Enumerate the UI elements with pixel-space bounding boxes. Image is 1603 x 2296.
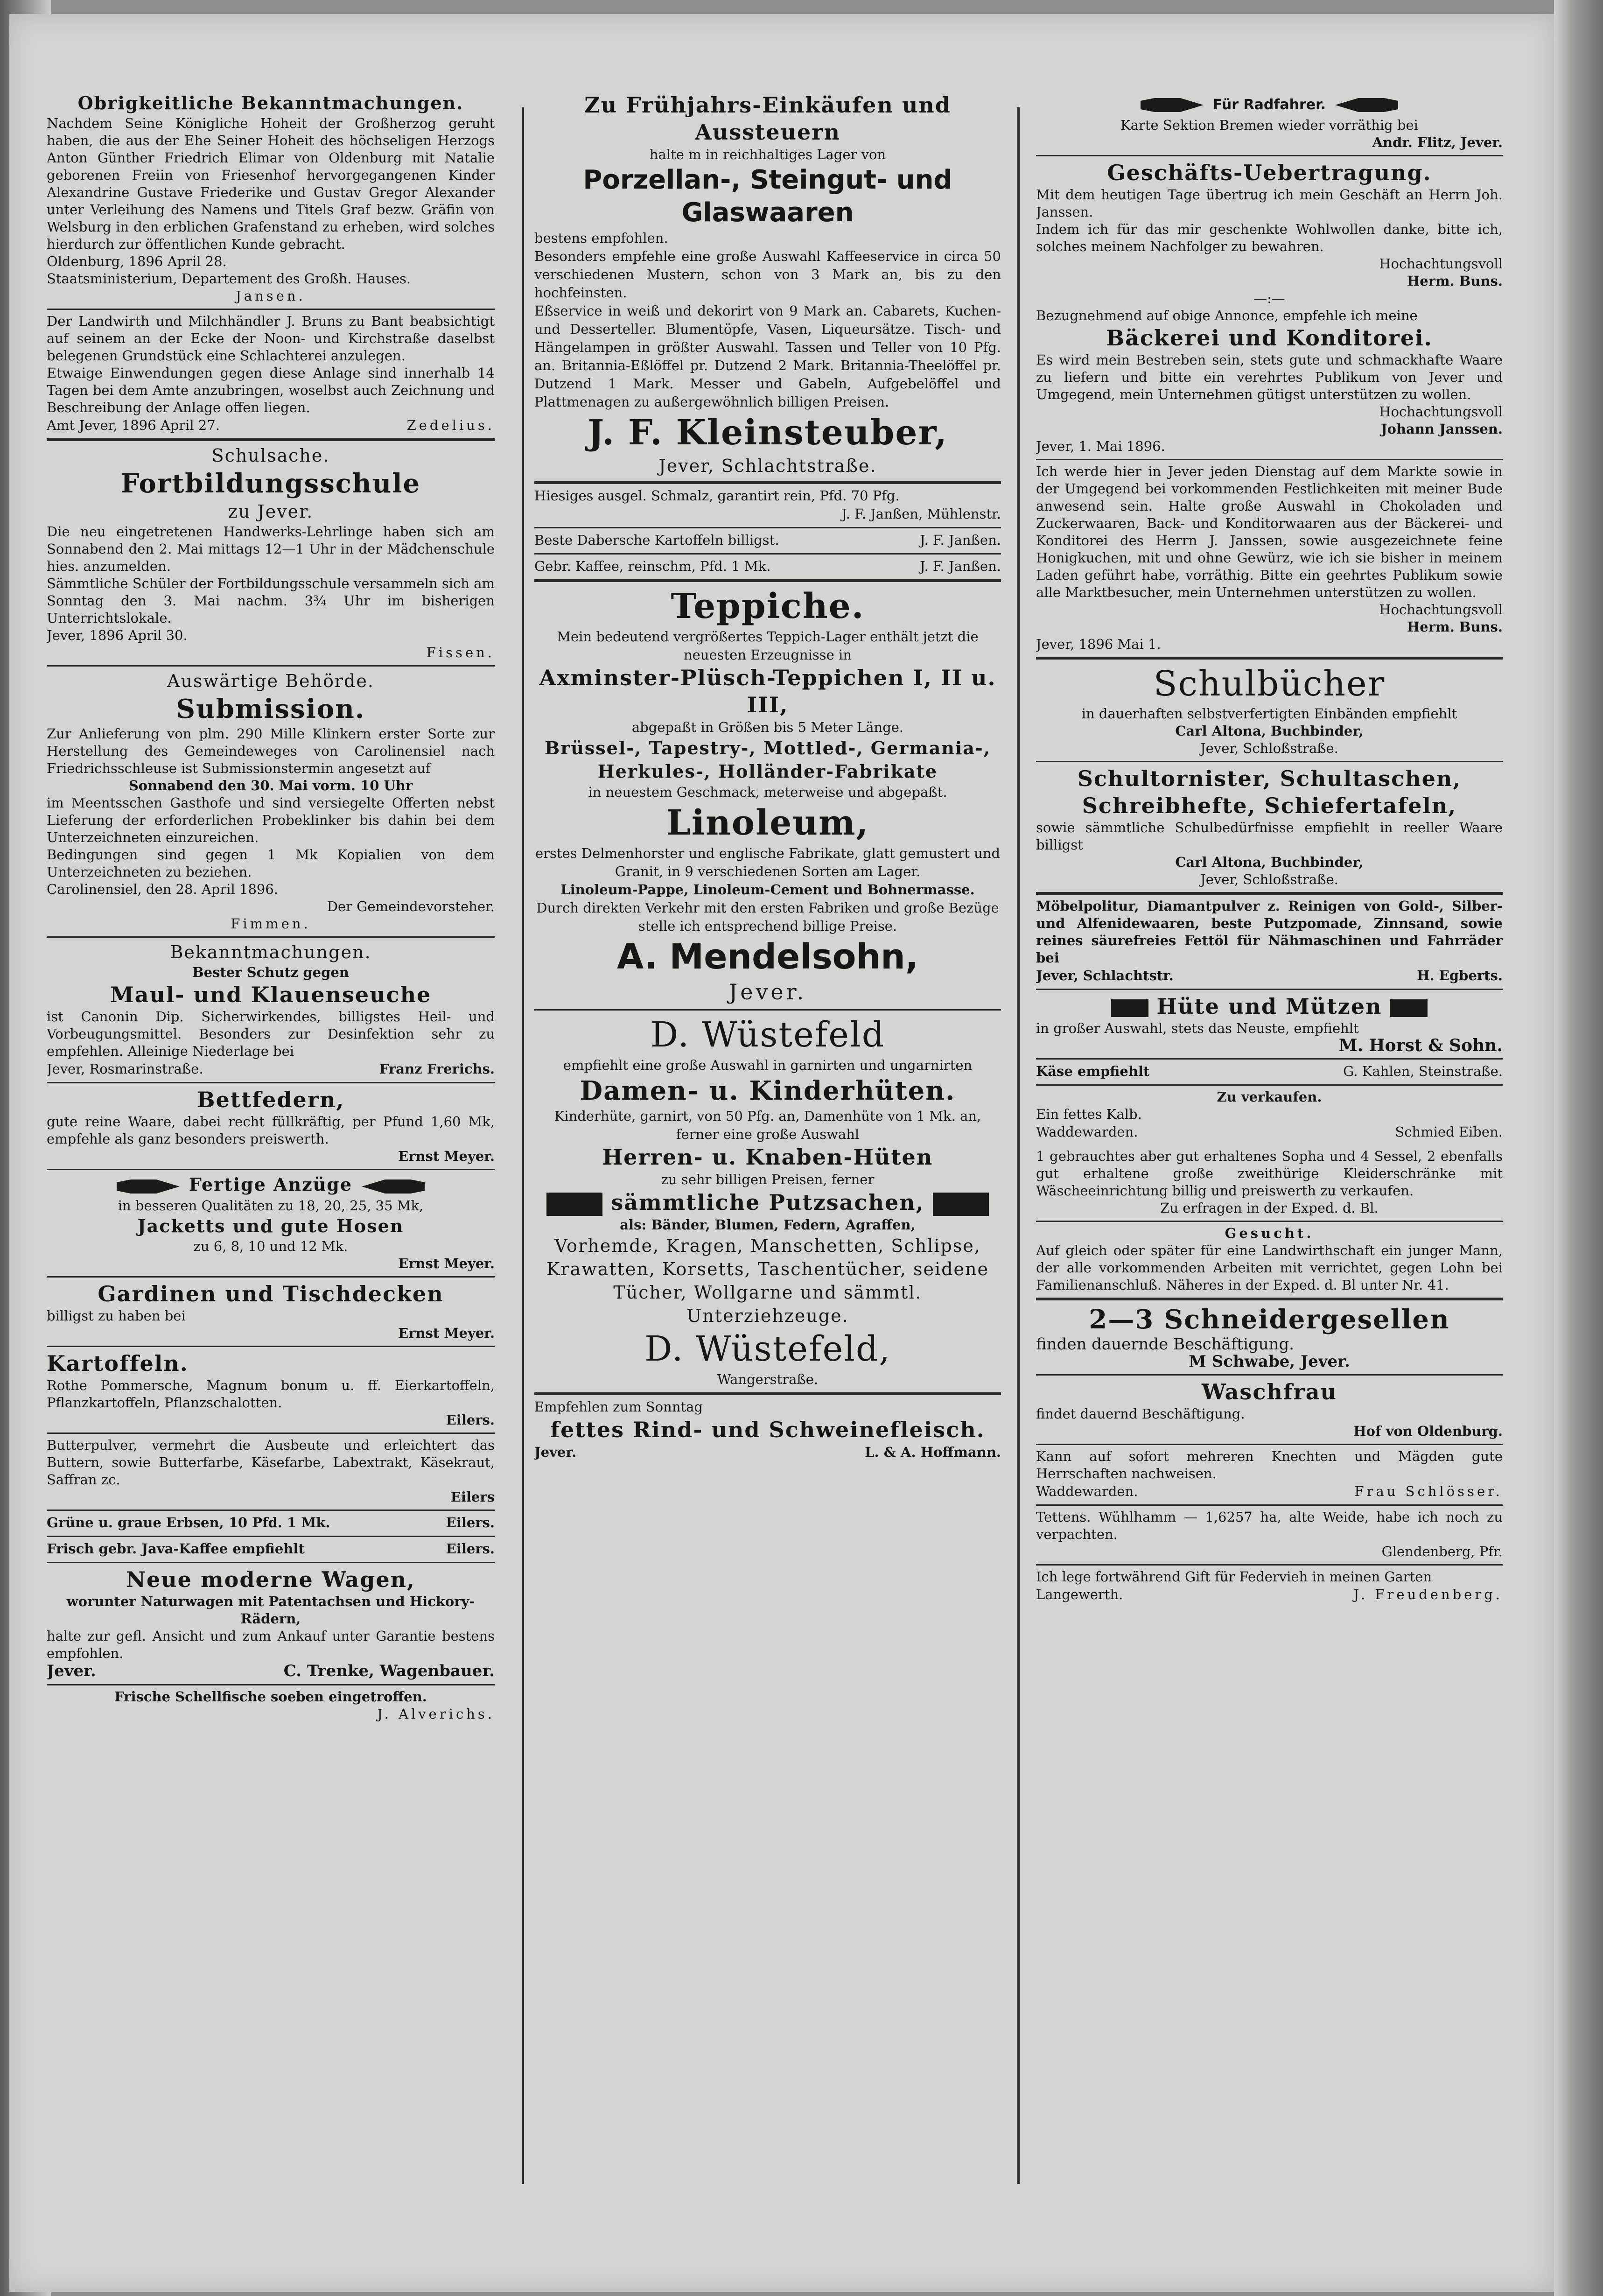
ad-heading: Schulbücher [1153, 664, 1386, 704]
ad-body: Rothe Pommersche, Magnum bonum u. ff. Eierkartoffeln, Pflanzkartoffeln, Pflanzschalotten. [47, 1377, 495, 1411]
decorative-bar [1111, 999, 1148, 1017]
notice-heading: Obrigkeitliche Bekanntmachungen. [77, 92, 464, 113]
ad-heading: Gardinen und Tischdecken [98, 1281, 444, 1306]
ad-heading: Hüte und Mützen [1156, 994, 1382, 1019]
ad-signer: J. Alverichs. [377, 1706, 495, 1722]
ad-place: Jever. [728, 979, 807, 1004]
ad-body: Mein bedeutend vergrößertes Teppich-Lager enthält jetzt die neuesten Erzeugnisse in [557, 629, 979, 663]
ad-body: finden dauernde Beschäftigung. [1036, 1335, 1295, 1354]
notice-body: Die neu eingetretenen Handwerks-Lehrlinge haben sich am Sonnabend den 2. Mai mittags 12—1 Uhr in der Mädchenschule hies. anzumelden. [47, 524, 495, 574]
ad-body: als: Bänder, Blumen, Federn, Agraffen, [620, 1217, 916, 1233]
ad-butterpulver [47, 1434, 495, 1511]
ad-signer: Andr. Flitz, Jever. [1372, 134, 1503, 150]
ad-signer: Eilers. [446, 1411, 495, 1428]
ad-signer: Franz Frerichs. [379, 1061, 495, 1077]
ad-signer: M. Horst & Sohn. [1338, 1036, 1503, 1055]
ad-body: Ich werde hier in Jever jeden Dienstag auf dem Markte sowie in der Umgegend bei vorkommenden Festlichkeiten mit meiner Bude anwesend sein. Halte große Auswahl in Chokoladen und Zuckerwaaren, Back- und Konditorwaaren aus der Bäckerei- und Konditorei des Herrn J. Janssen, sowie ausgezeichnete feine Honigkuchen, mit und ohne Gewürz, wie ich sie bisher in meinem Laden geführt habe, vorräthig. Bitte ein geehrtes Publikum sowie alle Marktbesucher, mein Unternehmen unterstützen zu wollen. [1036, 463, 1503, 600]
notice-office: Der Gemeindevorsteher. [327, 899, 495, 914]
notice-heading: Submission. [176, 694, 365, 724]
notice-body: Sämmtliche Schüler der Fortbildungsschule versammeln sich am Sonntag den 3. Mai nachm. 3¾ Uhr im bisherigen Unterrichtslokale. [47, 576, 495, 626]
ad-body: Es wird mein Bestreben sein, stets gute und schmackhafte Waare zu liefern und bitte ein verehrtes Publikum von Jever und Umgegend, mein Unternehmen gütigst unterstützen zu wollen. [1036, 352, 1503, 402]
ad-heading: Fertige Anzüge [189, 1174, 353, 1195]
ad-gesucht [1036, 1222, 1503, 1300]
ad-body: Indem ich für das mir geschenkte Wohlwollen danke, bitte ich, solches meinem Nachfolger zu bewahren. [1036, 221, 1503, 254]
ad-firm: J. F. Kleinsteuber, [588, 413, 948, 453]
ad-signer: Carl Altona, Buchbinder, [1175, 723, 1364, 739]
ad-body: billigst zu haben bei [47, 1307, 186, 1324]
ad-body: worunter Naturwagen mit Patentachsen und Hickory-Rädern, [66, 1593, 475, 1627]
ad-body: Käse empfiehlt [1036, 1063, 1150, 1079]
column-rule [1017, 107, 1020, 2184]
ad-fleisch [534, 1395, 1001, 1465]
ad-schmalz [534, 484, 1001, 528]
notice-date: Oldenburg, 1896 April 28. [47, 253, 227, 269]
notice-obrigkeitliche [47, 89, 495, 310]
ad-signer: J. F. Janßen. [920, 532, 1001, 548]
ad-address: Jever, Schloßstraße. [1200, 740, 1338, 756]
ad-signer: J. Freudenberg. [1353, 1587, 1503, 1602]
ad-body: Kann auf sofort mehreren Knechten und Mägden gute Herrschaften nachweisen. [1036, 1448, 1503, 1482]
ad-heading: Schultornister, Schultaschen, Schreibhefte, Schiefertafeln, [1077, 766, 1462, 818]
ad-list: Vorhemde, Kragen, Manschetten, Schlipse, Krawatten, Korsetts, Taschentücher, seidene Tücher, Wollgarne und sämmtl. Unterziehzeuge. [546, 1236, 989, 1326]
notice-signer: Zedelius. [406, 417, 495, 433]
notice-office: Staatsministerium, Departement des Großh. Hauses. [47, 271, 411, 287]
ad-signer: Herm. Buns. [1407, 619, 1503, 635]
ad-sopha [1036, 1145, 1503, 1222]
notice-subheading: zu Jever. [228, 501, 314, 522]
ad-body: Tettens. Wühlhamm — 1,6257 ha, alte Weide, habe ich noch zu verpachten. [1036, 1509, 1503, 1542]
ad-signer: M Schwabe, Jever. [1189, 1352, 1350, 1371]
ad-signer: Hof von Oldenburg. [1353, 1423, 1503, 1439]
ad-body: Beste Dabersche Kartoffeln billigst. [534, 532, 779, 548]
ad-body: Gebr. Kaffee, reinschm, Pfd. 1 Mk. [534, 558, 771, 574]
ad-signer: Carl Altona, Buchbinder, [1175, 854, 1364, 870]
ad-heading: Damen- u. Kinderhüten. [580, 1075, 956, 1106]
ad-moebelpolitur [1036, 895, 1503, 990]
ad-body: ist Canonin Dip. Sicherwirkendes, billigstes Heil- und Vorbeugungsmittel. Besonders zur Desinfektion sehr zu empfehlen. Alleinige Niederlage bei [47, 1009, 495, 1059]
ad-signer: Schmied Eiben. [1395, 1124, 1503, 1140]
ad-body: halte zur gefl. Ansicht und zum Ankauf unter Garantie bestens empfohlen. [47, 1628, 495, 1661]
notice-signer: Jansen. [236, 288, 306, 304]
notice-date-bold: Sonnabend den 30. Mai vorm. 10 Uhr [128, 778, 413, 793]
ad-body: Kinderhüte, garnirt, von 50 Pfg. an, Damenhüte von 1 Mk. an, ferner eine große Auswahl [554, 1108, 981, 1142]
ad-address: Jever, Schloßstraße. [1200, 871, 1338, 887]
ad-firm: D. Wüstefeld, [644, 1329, 891, 1369]
ad-body: bestens empfohlen. [534, 230, 668, 246]
notice-kicker: Schulsache. [211, 445, 330, 466]
ad-heading: Porzellan-, Steingut- und Glaswaaren [583, 165, 952, 228]
ad-body: in besseren Qualitäten zu 18, 20, 25, 35 Mk, [118, 1197, 424, 1214]
ad-heading: Geschäfts-Uebertragung. [1107, 160, 1432, 185]
ad-signer: G. Kahlen, Steinstraße. [1343, 1063, 1503, 1079]
decorative-bar [1390, 999, 1428, 1017]
ad-knechte [1036, 1445, 1503, 1506]
decorative-bar [933, 1193, 989, 1216]
ad-greeting: Hochachtungsvoll [1379, 404, 1503, 420]
notice-heading: Fortbildungsschule [120, 468, 421, 499]
ad-heading: Axminster-Plüsch-Teppichen I, II u. III, [539, 665, 996, 717]
ad-gift [1036, 1566, 1503, 1608]
ad-signer: J. F. Janßen. [920, 558, 1001, 574]
ad-markt [1036, 460, 1503, 660]
ad-heading: Für Radfahrer. [1212, 97, 1326, 113]
pointing-hand-icon [359, 1176, 429, 1197]
ad-date: Jever, 1. Mai 1896. [1036, 438, 1165, 454]
ad-heading: Jacketts und gute Hosen [137, 1215, 404, 1236]
notice-date: Amt Jever, 1896 April 27. [47, 417, 220, 433]
ad-huete [1036, 990, 1503, 1060]
ad-wagen [47, 1563, 495, 1685]
ad-body: 1 gebrauchtes aber gut erhaltenes Sopha und 4 Sessel, 2 ebenfalls gut erhaltene große zweithürige Kleiderschränke mit Wäscheeinrichtung billig und preiswerth zu verkaufen. [1036, 1148, 1503, 1199]
ad-verkaufen-kalb [1036, 1086, 1503, 1145]
ad-signer: J. F. Janßen, Mühlenstr. [841, 506, 1001, 522]
ad-porzellan [534, 89, 1001, 484]
ad-klauenseuche [47, 938, 495, 1083]
ad-lead: Empfehlen zum Sonntag [534, 1399, 703, 1415]
ad-heading: Herren- u. Knaben-Hüten [602, 1144, 933, 1170]
ad-heading: Zu verkaufen. [1217, 1089, 1322, 1105]
ad-heading: Teppiche. [671, 586, 865, 626]
ad-firm: A. Mendelsohn, [617, 937, 918, 977]
ad-schultornister [1036, 762, 1503, 895]
notice-submission [47, 667, 495, 938]
notice-body: Zur Anlieferung von plm. 290 Mille Klinkern erster Sorte zur Herstellung des Gemeindeweges von Carolinensiel nach Friedrichsschleuse ist Submissionstermin angesetzt auf [47, 726, 495, 776]
ad-body: zu 6, 8, 10 und 12 Mk. [193, 1238, 348, 1254]
ad-place: Waddewarden. [1036, 1483, 1138, 1499]
ad-place: Waddewarden. [1036, 1124, 1138, 1140]
ad-address: Jever, Schlachtstraße. [658, 456, 877, 476]
column-3 [1036, 89, 1503, 2212]
column-2 [534, 89, 1001, 2212]
ad-signer: L. & A. Hoffmann. [865, 1444, 1001, 1460]
notice-body: Etwaige Einwendungen gegen diese Anlage sind innerhalb 14 Tagen bei dem Amte anzubringen, woselbst auch Zeichnung und Beschreibung der Anlage offen liegen. [47, 365, 495, 415]
ad-heading: Bettfedern, [196, 1087, 345, 1112]
ad-heading: Gesucht. [1225, 1225, 1314, 1241]
notice-signer: Fissen. [426, 645, 495, 660]
ad-body: Butterpulver, vermehrt die Ausbeute und erleichtert das Buttern, sowie Butterfarbe, Käsefarbe, Labextrakt, Käsekraut, Saffran zc. [47, 1437, 495, 1488]
ad-lead: halte m in reichhaltiges Lager von [649, 147, 886, 162]
ad-kaffee-janssen [534, 555, 1001, 582]
ad-heading: sämmtliche Putzsachen, [611, 1190, 924, 1215]
ad-heading: Bäckerei und Konditorei. [1106, 325, 1433, 351]
ad-signer: Ernst Meyer. [398, 1148, 495, 1164]
ad-heading: 2—3 Schneidergesellen [1089, 1304, 1450, 1335]
ad-body: Auf gleich oder später für eine Landwirthschaft ein junger Mann, der alle vorkommenden Arbeiten mit verrichtet, gegen Lohn bei Familienanschluß. Näheres in der Exped. d. Bl unter Nr. 41. [1036, 1243, 1503, 1293]
ad-heading: Linoleum, [666, 803, 869, 843]
ad-body: Eßservice in weiß und dekorirt von 9 Mark an. Cabarets, Kuchen- und Desserteller. Blumentöpfe, Vasen, Liqueursätze. Tisch- und Hängelampen in größter Auswahl. Tassen und Teller von 10 Pfg. an. Britannia-Eßlöffel pr. Dutzend 2 Mark. Britannia-Theelöffel pr. Dutzend 1 Mark. Messer und Gabeln, Aufgebelöffel und Plattmenagen zu außergewöhnlich billigen Preisen. [534, 303, 1001, 410]
ad-date: Jever, 1896 Mai 1. [1036, 636, 1161, 652]
notice-kicker: Auswärtige Behörde. [167, 671, 374, 691]
ad-lead: Bester Schutz gegen [192, 964, 349, 980]
notice-fortbildungsschule [47, 441, 495, 667]
ad-schneidergesellen [1036, 1300, 1503, 1376]
ad-body: gute reine Waare, dabei recht füllkräftig, per Pfund 1,60 Mk, empfehle als ganz besonders preiswerth. [47, 1114, 495, 1147]
ad-body: Mit dem heutigen Tage übertrug ich mein Geschäft an Herrn Joh. Janssen. [1036, 187, 1503, 220]
notice-signer: Fimmen. [231, 916, 311, 932]
ad-kaese [1036, 1060, 1503, 1086]
column-1 [47, 89, 495, 2212]
ad-body: Zu erfragen in der Exped. d. Bl. [1160, 1200, 1379, 1216]
ad-signer: Glendenberg, Pfr. [1381, 1544, 1503, 1559]
ad-erbsen [47, 1511, 495, 1537]
ad-body: Karte Sektion Bremen wieder vorräthig bei [1120, 117, 1418, 133]
ad-heading: Kartoffeln. [47, 1350, 189, 1376]
notice-schlachterei [47, 310, 495, 441]
ad-body: abgepaßt in Größen bis 5 Meter Länge. [631, 719, 904, 735]
ad-place: Jever. [534, 1444, 577, 1460]
notice-date: Carolinensiel, den 28. April 1896. [47, 881, 279, 897]
ad-waschfrau [1036, 1376, 1503, 1445]
ad-geschaeftsuebertragung [1036, 156, 1503, 460]
separator: —:— [1253, 290, 1285, 306]
ad-body: Grüne u. graue Erbsen, 10 Pfd. 1 Mk. [47, 1514, 330, 1531]
ad-greeting: Hochachtungsvoll [1379, 256, 1503, 272]
ad-body: in neuestem Geschmack, meterweise und abgepaßt. [588, 784, 947, 800]
ad-body: in großer Auswahl, stets das Neuste, empfiehlt [1036, 1020, 1359, 1036]
notice-body: Bedingungen sind gegen 1 Mk Kopialien von dem Unterzeichneten zu beziehen. [47, 847, 495, 880]
ad-body: sowie sämmtliche Schulbedürfnisse empfiehlt in reeller Waare billigst [1036, 820, 1503, 853]
ad-heading: Zu Frühjahrs-Einkäufen und Aussteuern [584, 92, 951, 145]
ad-signer: Frau Schlösser. [1354, 1483, 1503, 1499]
ad-kartoffeln [47, 1347, 495, 1434]
ad-heading: Brüssel-, Tapestry-, Mottled-, Germania-, Herkules-, Holländer-Fabrikate [545, 737, 991, 782]
ad-body: Ein fettes Kalb. [1036, 1106, 1142, 1122]
ad-body: Bezugnehmend auf obige Annonce, empfehle ich meine [1036, 308, 1418, 323]
ad-heading: fettes Rind- und Schweinefleisch. [550, 1417, 985, 1442]
ad-signer: Ernst Meyer. [398, 1255, 495, 1271]
ad-place: Jever. [47, 1661, 96, 1680]
ad-body: Frische Schellfische soeben eingetroffen. [114, 1688, 427, 1705]
column-rule [522, 107, 524, 2184]
ad-address: Jever, Rosmarinstraße. [47, 1061, 203, 1077]
ad-body: empfiehlt eine große Auswahl in garnirten und ungarnirten [563, 1057, 973, 1073]
ad-heading: Waschfrau [1201, 1379, 1337, 1404]
ad-body: Hiesiges ausgel. Schmalz, garantirt rein, Pfd. 70 Pfg. [534, 488, 900, 504]
ad-schellfische [47, 1685, 495, 1727]
ad-bettfedern [47, 1083, 495, 1170]
ad-body: findet dauernd Beschäftigung. [1036, 1406, 1245, 1422]
ad-teppiche [534, 582, 1001, 1011]
ad-tettens [1036, 1506, 1503, 1566]
notice-date: Jever, 1896 April 30. [47, 627, 188, 643]
ad-firm: D. Wüstefeld [650, 1015, 885, 1055]
ad-signer: Herm. Buns. [1407, 273, 1503, 289]
decorative-bar [546, 1193, 602, 1216]
ad-signer: Eilers. [446, 1540, 495, 1557]
ad-body: Ich lege fortwährend Gift für Federvieh in meinen Garten [1036, 1569, 1432, 1585]
ad-body: Frisch gebr. Java-Kaffee empfiehlt [47, 1540, 305, 1557]
ad-signer: Johann Janssen. [1380, 421, 1503, 437]
ad-heading: Neue moderne Wagen, [126, 1566, 416, 1592]
ad-body: Besonders empfehle eine große Auswahl Kaffeeservice in circa 50 verschiedenen Mustern, schon von 3 Mark an, bis zu den hochfeinsten. [534, 248, 1001, 301]
pointing-hand-icon [1333, 94, 1403, 116]
ad-body: erstes Delmenhorster und englische Fabrikate, glatt gemustert und Granit, in 9 verschiedenen Sorten am Lager. [535, 845, 1001, 879]
page-right-edge [1554, 0, 1603, 2296]
ad-place: Langewerth. [1036, 1587, 1123, 1602]
ad-body: in dauerhaften selbstverfertigten Einbänden empfiehlt [1081, 706, 1457, 722]
notice-body: Nachdem Seine Königliche Hoheit der Großherzog geruht haben, die aus der Ehe Seiner Hoheit des höchseligen Herzogs Anton Günther Friedrich Elimar von Oldenburg mit Natalie geborenen Freiin von Friesenhof hervorgegangenen Kinder Alexandrine Gustave Friederike und Gustav Gregor Alexander unter Verleihung des Namens und Titels Graf bezw. Gräfin von Welsburg in den erblichen Grafenstand zu erheben, wird solches hierdurch zur öffentlichen Kunde gebracht. [47, 115, 495, 252]
ad-schulbuecher [1036, 660, 1503, 762]
ad-body: zu sehr billigen Preisen, ferner [661, 1172, 875, 1187]
pointing-hand-icon [1136, 94, 1206, 116]
ad-signer: H. Egberts. [1417, 968, 1503, 983]
ad-wuestefeld [534, 1011, 1001, 1395]
ad-signer: Eilers. [446, 1514, 495, 1531]
ad-greeting: Hochachtungsvoll [1379, 602, 1503, 618]
ad-signer: Eilers [450, 1489, 495, 1505]
ad-signer: C. Trenke, Wagenbauer. [283, 1661, 495, 1680]
pointing-hand-icon [112, 1176, 182, 1197]
ad-body: Durch direkten Verkehr mit den ersten Fabriken und große Bezüge stelle ich entsprechend billige Preise. [536, 900, 999, 934]
ad-radfahrer [1036, 89, 1503, 156]
ad-anzuege [47, 1170, 495, 1278]
notice-body: im Meentsschen Gasthofe und sind versiegelte Offerten nebst Lieferung der erforderlichen Probeklinker bis dahin bei dem Unterzeichneten einzureichen. [47, 795, 495, 845]
ad-kaffee [47, 1537, 495, 1563]
ad-gardinen [47, 1278, 495, 1347]
ad-address: Jever, Schlachtstr. [1036, 968, 1174, 983]
ad-body: Möbelpolitur, Diamantpulver z. Reinigen von Gold-, Silber- und Alfenidewaaren, beste Putzpomade, Zinnsand, sowie reines säurefreies Fettöl für Nähmaschinen und Fahrräder bei [1036, 898, 1503, 966]
ad-kartoffeln-janssen [534, 528, 1001, 555]
ad-heading: Maul- und Klauenseuche [110, 982, 432, 1007]
ad-body: Linoleum-Pappe, Linoleum-Cement und Bohnermasse. [560, 882, 975, 898]
ad-kicker: Bekanntmachungen. [170, 942, 371, 962]
ad-signer: Ernst Meyer. [398, 1325, 495, 1341]
notice-body: Der Landwirth und Milchhändler J. Bruns zu Bant beabsichtigt auf seinem an der Ecke der Noon- und Kirchstraße daselbst belegenen Grundstück eine Schlachterei anzulegen. [47, 313, 495, 364]
ad-address: Wangerstraße. [717, 1371, 819, 1387]
